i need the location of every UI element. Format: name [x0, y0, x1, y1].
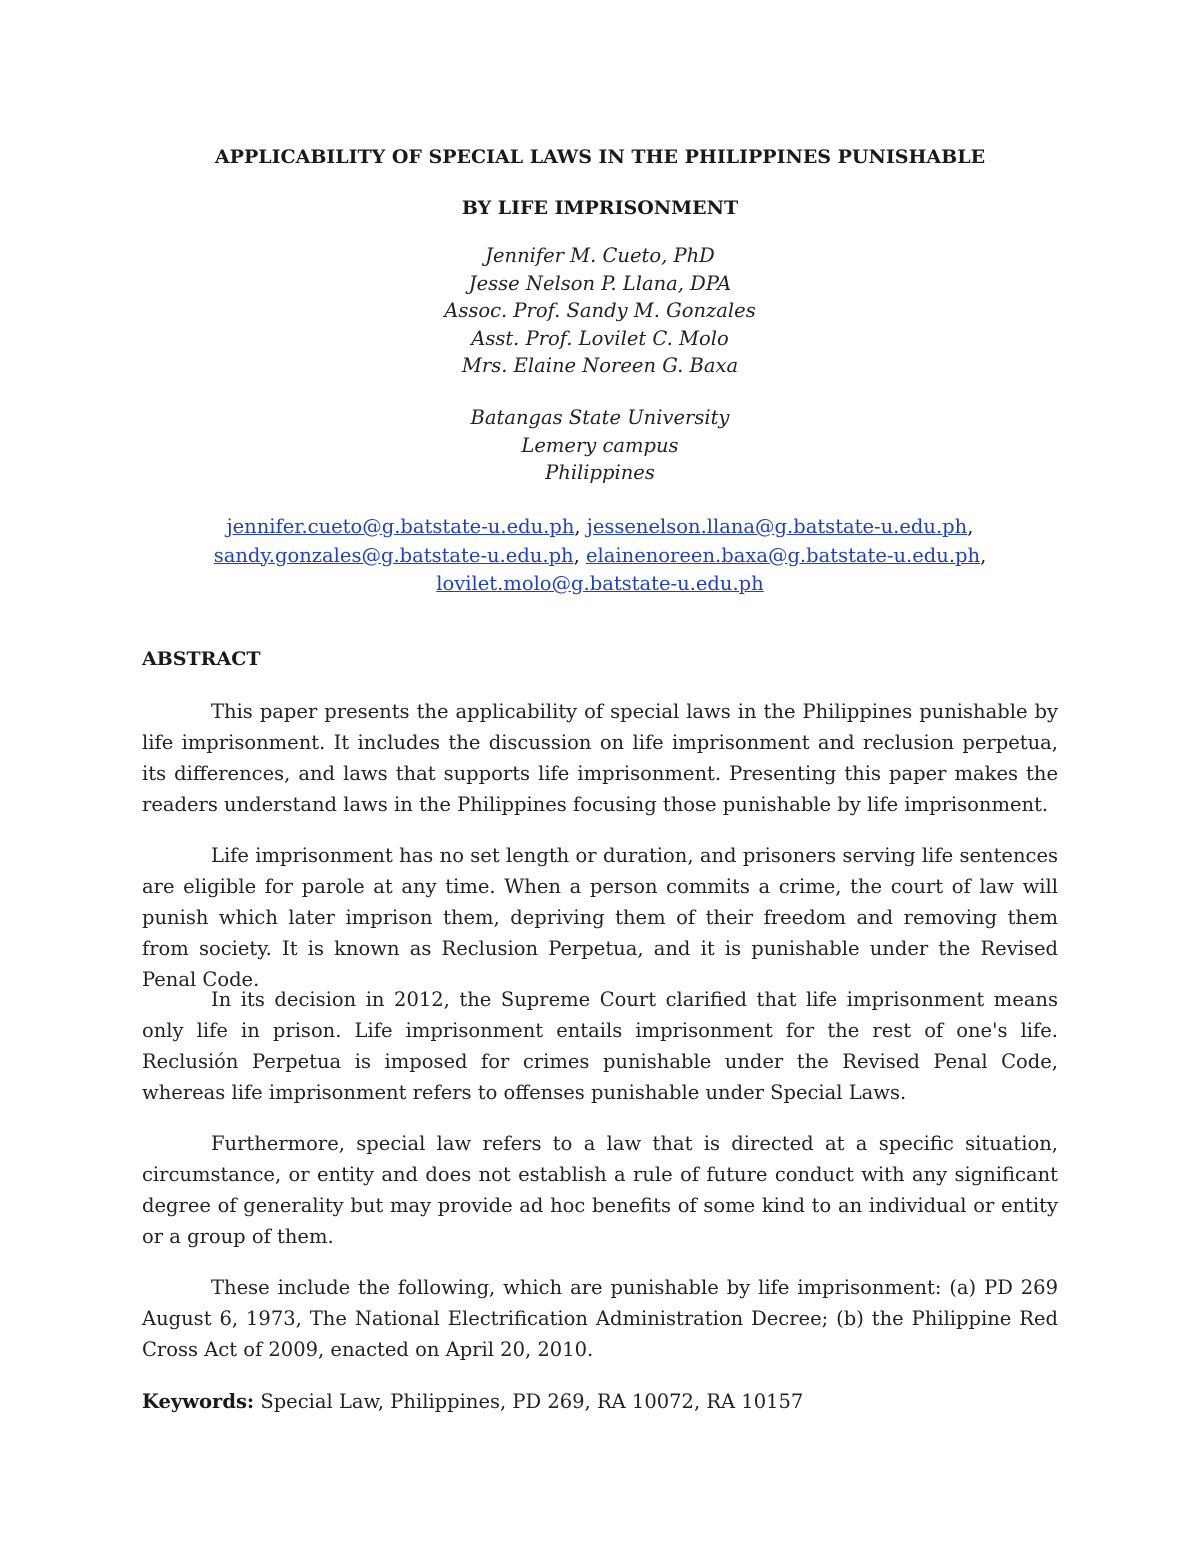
paper-title-line-1: APPLICABILITY OF SPECIAL LAWS IN THE PHILIPPINES PUNISHABLE — [214, 146, 986, 168]
abstract-paragraph: Furthermore, special law refers to a law that is directed at a specific situation, circumstance, or entity and does not establish a rule of future conduct with any significant degree of generality but may provide ad hoc benefits of some kind to an individual or entity or a group of them. — [142, 1132, 1058, 1248]
author-name: Assoc. Prof. Sandy M. Gonzales — [444, 299, 756, 322]
paper-title-line-2: BY LIFE IMPRISONMENT — [461, 197, 739, 219]
affiliation-university: Batangas State University — [470, 406, 730, 429]
author-name: Asst. Prof. Lovilet C. Molo — [471, 326, 729, 350]
email-link[interactable]: jessenelson.llana@g.batstate-u.edu.ph — [586, 515, 968, 538]
affiliation-block — [200, 404, 1000, 487]
abstract-paragraph: In its decision in 2012, the Supreme Court clarified that life imprisonment means only life in prison. Life imprisonment entails imprisonment for the rest of one's life. Reclusión Perpetua is imposed for crimes punishable under the Revised Penal Code, whereas life imprisonment refers to offenses punishable under Special Laws. — [142, 988, 1058, 1104]
author-name: Mrs. Elaine Noreen G. Baxa — [461, 354, 739, 377]
email-link[interactable]: lovilet.molo@g.batstate-u.edu.ph — [436, 572, 764, 595]
email-link[interactable]: elainenoreen.baxa@g.batstate-u.edu.ph — [586, 543, 981, 567]
keywords-line — [142, 1386, 803, 1417]
keywords-label: Keywords: — [142, 1390, 255, 1413]
keywords-value: Special Law, Philippines, PD 269, RA 10072, RA 10157 — [254, 1390, 804, 1413]
email-link[interactable]: jennifer.cueto@g.batstate-u.edu.ph — [226, 515, 575, 538]
affiliation-campus: Lemery campus — [521, 433, 679, 457]
affiliation-country: Philippines — [545, 461, 655, 484]
author-name: Jennifer M. Cueto, PhD — [485, 244, 715, 267]
author-name: Jesse Nelson P. Llana, DPA — [468, 271, 732, 295]
abstract-heading: ABSTRACT — [142, 648, 261, 670]
abstract-paragraph: These include the following, which are punishable by life imprisonment: (a) PD 269 August 6, 1973, The National Electrification Administration Decree; (b) the Philippine Red Cross Act of 2009, enacted on April 20, 2010. — [142, 1276, 1058, 1361]
abstract-paragraph: Life imprisonment has no set length or duration, and prisoners serving life sentences are eligible for parole at any time. When a person commits a crime, the court of law will punish which later imprison them, depriving them of their freedom and removing them from society. It is known as Reclusion Perpetua, and it is punishable under the Revised Penal Code. — [142, 844, 1058, 991]
abstract-paragraph: This paper presents the applicability of special laws in the Philippines punishable by life imprisonment. It includes the discussion on life imprisonment and reclusion perpetua, its differences, and laws that supports life imprisonment. Presenting this paper makes the readers understand laws in the Philippines focusing those punishable by life imprisonment. — [142, 700, 1058, 816]
email-link[interactable]: sandy.gonzales@g.batstate-u.edu.ph — [213, 543, 574, 567]
author-list — [200, 242, 1000, 380]
email-list: jennifer.cueto@g.batstate-u.edu.ph, jessenelson.llana@g.batstate-u.edu.ph, sandy.gonzales@g.batstate-u.edu.ph, elainenoreen.baxa@g.batstate-u.edu.ph, lovilet.molo@g.batstate-u.edu.ph — [213, 515, 987, 595]
